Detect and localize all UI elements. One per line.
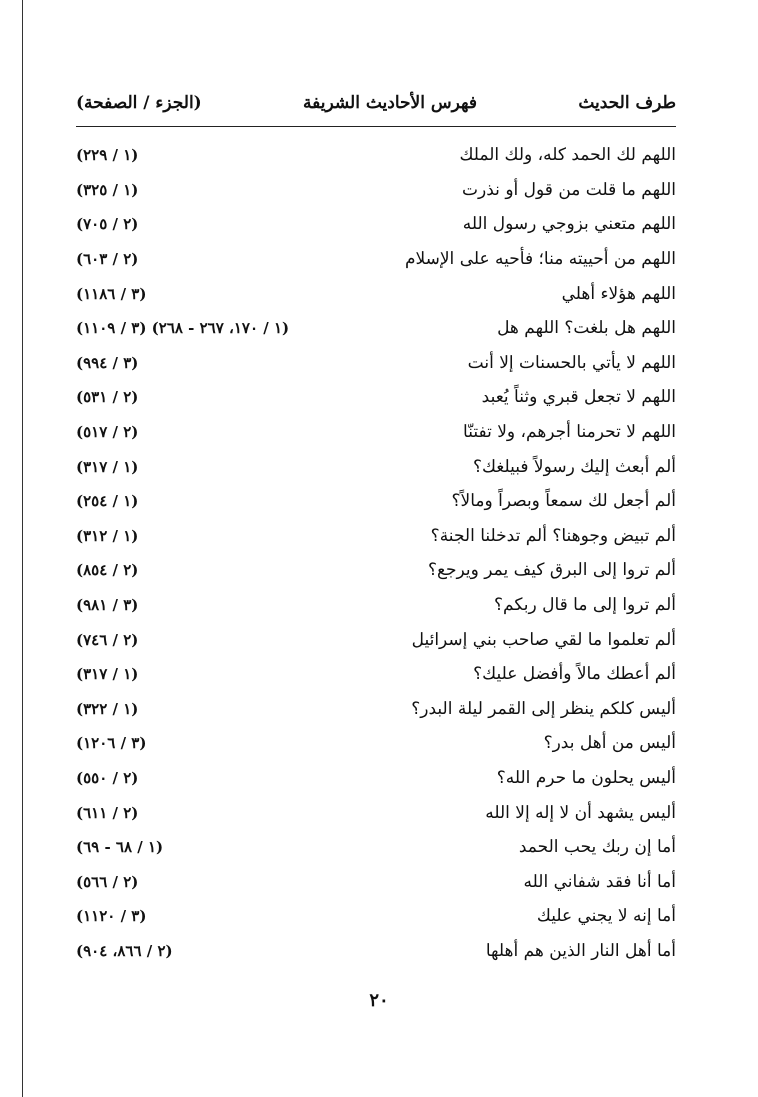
volume-page-ref: (٢ / ٦١١) [76,803,139,822]
index-entry [76,899,676,934]
hadith-text: اللهم هل بلغت؟ اللهم هل [497,318,676,339]
volume-page-ref: (٣ / ٩٩٤) [76,353,139,372]
page-header [76,88,676,118]
hadith-text: اللهم لا يأتي بالحسنات إلا أنت [467,352,676,373]
header-title: فهرس الأحاديث الشريفة [303,93,477,113]
volume-page-ref: (٣ / ١١٨٦) [76,284,147,303]
hadith-text: أما أنا فقد شفاني الله [523,871,676,892]
index-entry [76,795,676,830]
index-entry [76,276,676,311]
hadith-text: أما أهل النار الذين هم أهلها [485,940,676,961]
volume-page-ref: (٣ / ١١٢٠) [76,907,147,926]
index-entry [76,830,676,865]
hadith-text: أما إن ربك يحب الحمد [518,837,676,858]
index-entry [76,692,676,727]
volume-page-ref: (٢ / ٨٦٦، ٩٠٤) [76,941,173,960]
index-entry [76,761,676,796]
hadith-text: ألم تروا إلى ما قال ربكم؟ [494,595,676,616]
header-column-hadith: طرف الحديث [578,93,676,113]
hadith-text: أليس يشهد أن لا إله إلا الله [485,802,676,823]
volume-page-ref: (١ / ٢٥٤) [76,492,139,511]
margin-line [22,0,23,1097]
index-entry [76,380,676,415]
volume-page-ref: (٢ / ٧٠٥) [76,215,139,234]
index-entry [76,553,676,588]
volume-page-ref: (١ / ٢٢٩) [76,146,139,165]
volume-page-ref: (٢ / ٥٥٠) [76,768,139,787]
hadith-text: اللهم لا تجعل قبري وثناً يُعبد [481,387,676,408]
index-entry [76,449,676,484]
hadith-text: اللهم متعني بزوجي رسول الله [462,214,676,235]
index-entry [76,242,676,277]
hadith-text: ألم أجعل لك سمعاً وبصراً ومالاً؟ [451,491,676,512]
hadith-text: اللهم لك الحمد كله، ولك الملك [459,145,676,166]
index-entry [76,138,676,173]
volume-page-ref: (٢ / ٧٤٦) [76,630,139,649]
volume-page-ref: (٣ / ٩٨١) [76,596,139,615]
hadith-text: اللهم ما قلت من قول أو نذرت [462,179,676,200]
index-entry [76,484,676,519]
index-entry [76,726,676,761]
header-column-volume-page: (الجزء / الصفحة) [76,93,202,113]
index-entry [76,934,676,969]
volume-page-ref: (١ / ٦٨ - ٦٩) [76,838,164,857]
volume-page-ref: (٣ / ١٢٠٦) [76,734,147,753]
volume-page-ref: (٢ / ٥١٧) [76,423,139,442]
hadith-text: ألم تروا إلى البرق كيف يمر ويرجع؟ [427,560,676,581]
index-entry [76,588,676,623]
volume-page-ref: (٢ / ٥٣١) [76,388,139,407]
hadith-text: أليس من أهل بدر؟ [543,733,676,754]
hadith-text: اللهم من أحييته منا؛ فأحيه على الإسلام [404,249,676,270]
hadith-text: أما إنه لا يجني عليك [536,906,676,927]
volume-page-ref: (٢ / ٥٦٦) [76,872,139,891]
hadith-text: ألم تعلموا ما لقي صاحب بني إسرائيل [411,629,676,650]
volume-page-ref: (٢ / ٦٠٣) [76,250,139,269]
hadith-text: ألم تبيض وجوهنا؟ ألم تدخلنا الجنة؟ [430,525,676,546]
index-entry [76,173,676,208]
index-entry [76,207,676,242]
page-number: ٢٠ [369,990,389,1011]
index-entry [76,622,676,657]
index-entry [76,864,676,899]
volume-page-ref: (٢ / ٨٥٤) [76,561,139,580]
index-entry [76,346,676,381]
volume-page-ref: (١ / ٣٢٢) [76,699,139,718]
volume-page-ref: (١ / ٣١٧) [76,457,139,476]
hadith-text: ألم أعطك مالاً وأفضل عليك؟ [473,664,676,685]
index-entry [76,415,676,450]
volume-page-ref: (١ / ١٧٠، ٢٦٧ - ٢٦٨) (٣ / ١١٠٩) [76,319,290,338]
hadith-text: اللهم لا تحرمنا أجرهم، ولا تفتنّا [463,422,676,443]
hadith-index-list [76,138,676,968]
index-entry [76,311,676,346]
header-rule [76,126,676,127]
volume-page-ref: (١ / ٣١٢) [76,526,139,545]
hadith-text: اللهم هؤلاء أهلي [561,283,676,304]
index-entry [76,657,676,692]
index-entry [76,519,676,554]
volume-page-ref: (١ / ٣١٧) [76,665,139,684]
margin-tick [22,1084,23,1097]
hadith-text: أليس كلكم ينظر إلى القمر ليلة البدر؟ [411,698,676,719]
volume-page-ref: (١ / ٣٢٥) [76,180,139,199]
hadith-text: ألم أبعث إليك رسولاً فبيلغك؟ [472,456,676,477]
hadith-text: أليس يحلون ما حرم الله؟ [496,767,676,788]
